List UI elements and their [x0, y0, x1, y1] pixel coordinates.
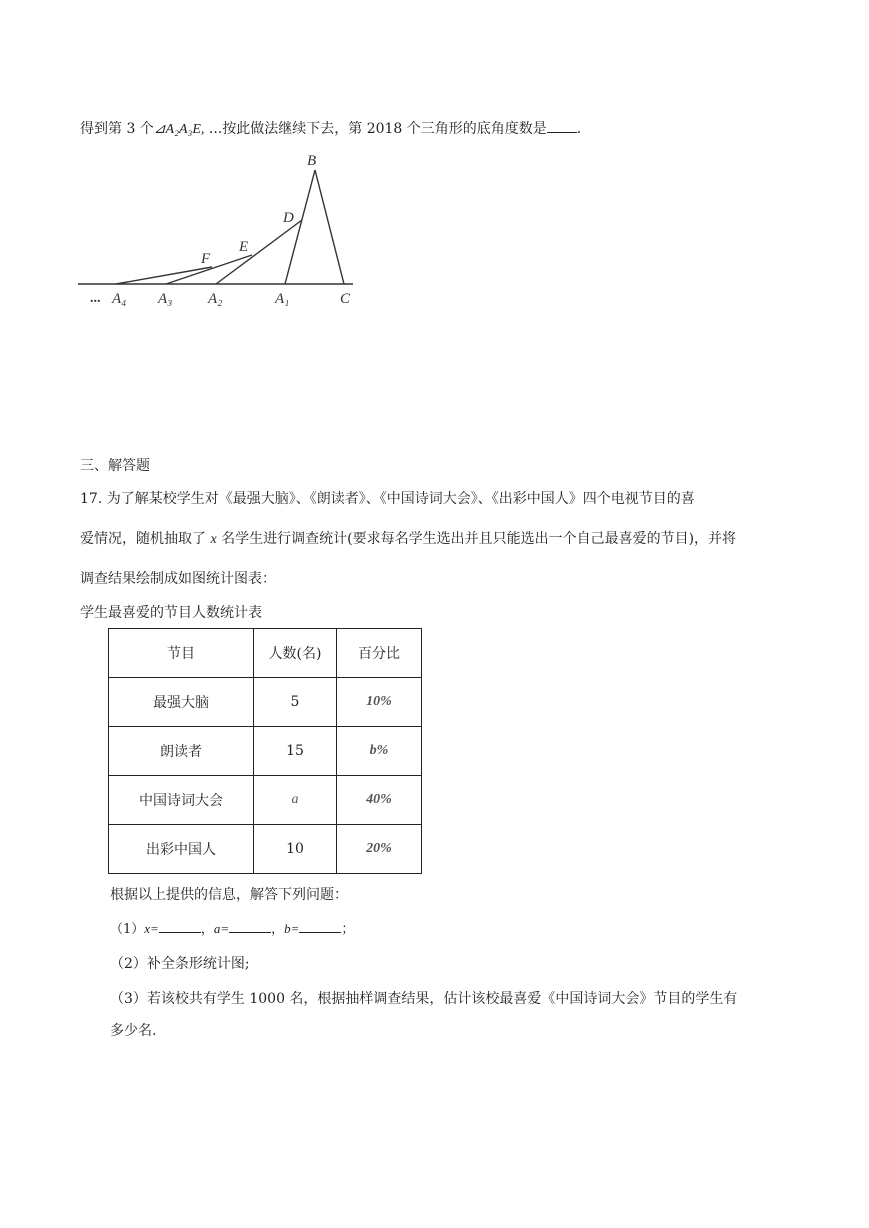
cell-count: 10 — [254, 825, 337, 874]
a-blank — [229, 920, 271, 933]
segment-FA4 — [116, 267, 212, 284]
table-row — [109, 727, 422, 776]
subquestion-3-line2: 多少名. — [110, 1023, 157, 1039]
segment-BC — [315, 170, 344, 284]
header-program: 节目 — [109, 629, 254, 678]
cell-count: 5 — [254, 678, 337, 727]
header-percent: 百分比 — [337, 629, 422, 678]
statistics-table — [108, 628, 422, 874]
label-A2: A₂ — [208, 291, 223, 307]
intro-after: ...按此做法继续下去，第 2018 个三角形的底角度数是 — [204, 121, 547, 137]
subquestion-1-number: （1） — [110, 922, 145, 937]
b-blank — [299, 920, 341, 933]
table-row — [109, 825, 422, 874]
separator: ， — [271, 922, 285, 937]
answers-intro: 根据以上提供的信息，解答下列问题： — [110, 887, 348, 903]
subquestion-1 — [110, 918, 354, 937]
intro-end: . — [576, 121, 582, 137]
label-A4: A₄ — [112, 291, 127, 307]
question17-var-x: x — [210, 532, 217, 547]
section-title: 三、解答题 — [80, 458, 150, 474]
segment-DA2 — [216, 220, 302, 284]
label-D: D — [283, 210, 294, 226]
intro-line — [80, 118, 581, 138]
cell-percent: 40% — [337, 776, 422, 825]
cell-program: 出彩中国人 — [109, 825, 254, 874]
label-A1: A₁ — [275, 291, 290, 307]
cell-program: 中国诗词大会 — [109, 776, 254, 825]
table-title: 学生最喜爱的节目人数统计表 — [80, 605, 262, 621]
cell-program: 朗读者 — [109, 727, 254, 776]
question17-line1: 17. 为了解某校学生对《最强大脑》、《朗读者》、《中国诗词大会》、《出彩中国人》四个电视节目的喜 — [80, 491, 695, 507]
label-B: B — [307, 153, 317, 169]
cell-percent: b% — [337, 727, 422, 776]
table-row — [109, 776, 422, 825]
label-E: E — [239, 239, 249, 255]
label-C: C — [340, 291, 351, 307]
cell-percent: 10% — [337, 678, 422, 727]
question17-line2-pre: 爱情况，随机抽取了 — [80, 531, 211, 547]
label-F: F — [201, 251, 211, 267]
b-label: b= — [284, 921, 300, 936]
cell-count: 15 — [254, 727, 337, 776]
header-count: 人数(名) — [254, 629, 337, 678]
cell-program: 最强大脑 — [109, 678, 254, 727]
question17-line2 — [80, 528, 736, 548]
intro-triangle: ⊿A₂A₃E, — [153, 122, 205, 137]
subquestion-3-line1: （3）若该校共有学生 1000 名，根据抽样调查结果，估计该校最喜爱《中国诗词大会》节目的学生有 — [110, 991, 738, 1007]
label-A3: A₃ — [158, 291, 173, 307]
a-label: a= — [213, 921, 230, 936]
question17-line2-post: 名学生进行调查统计(要求每名学生选出并且只能选出一个自己最喜爱的节目)，并将 — [216, 531, 737, 547]
cell-percent: 20% — [337, 825, 422, 874]
subquestion-1-end: ； — [341, 922, 355, 937]
answer-blank — [547, 120, 577, 133]
label-dots: ... — [90, 291, 101, 306]
question17-line3: 调查结果绘制成如图统计图表： — [80, 571, 276, 587]
triangle-figure — [78, 150, 368, 310]
table-row — [109, 678, 422, 727]
segment-BA1 — [285, 170, 315, 284]
table-header-row — [109, 629, 422, 678]
subquestion-2: （2）补全条形统计图; — [110, 956, 250, 972]
x-blank — [159, 920, 201, 933]
cell-count: a — [254, 776, 337, 825]
intro-before: 得到第 3 个 — [80, 121, 154, 137]
separator: ， — [200, 922, 214, 937]
x-label: x= — [144, 921, 159, 936]
